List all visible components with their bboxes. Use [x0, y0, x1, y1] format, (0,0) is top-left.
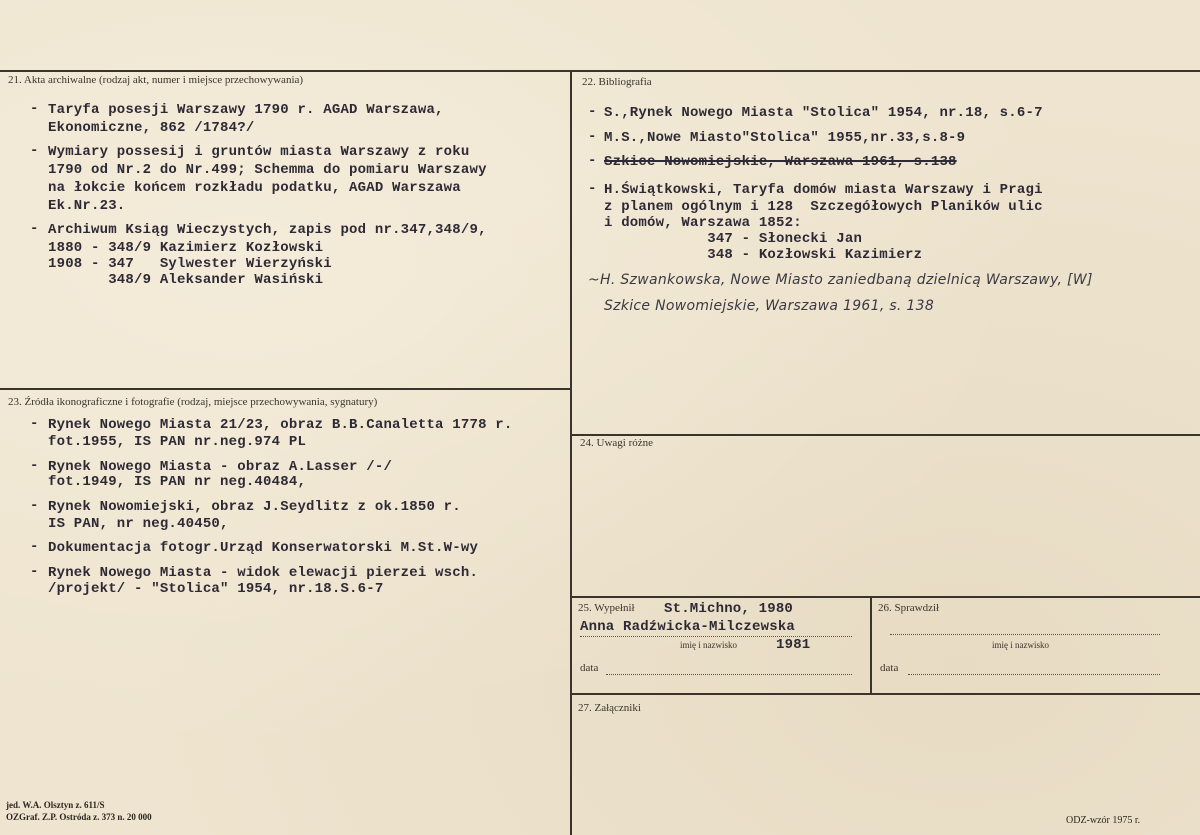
bullet-dash: - — [30, 416, 39, 432]
s23-entry-1-line-1: Rynek Nowego Miasta 21/23, obraz B.B.Canaletta 1778 r. — [48, 417, 513, 433]
s25-year: 1981 — [776, 637, 811, 653]
s25-name-line-1: St.Michno, 1980 — [664, 601, 794, 617]
s26-date-dotted-line — [908, 674, 1160, 675]
s26-name-caption: imię i nazwisko — [992, 640, 1049, 650]
bullet-dash: - — [588, 104, 597, 120]
section-24-25-rule — [571, 596, 1200, 598]
s22-entry-4-line-2: z planem ogólnym i 128 Szczegółowych Planików ulic — [604, 199, 1043, 215]
s25-name-caption: imię i nazwisko — [680, 640, 737, 650]
bullet-dash: - — [30, 539, 39, 555]
s21-entry-2-line-1: Wymiary possesij i gruntów miasta Warszawy z roku — [48, 144, 470, 160]
s25-date-label: data — [580, 662, 599, 674]
s23-entry-1-line-2: fot.1955, IS PAN nr.neg.974 PL — [48, 434, 307, 450]
s21-entry-3-line-4: 348/9 Aleksander Wasiński — [48, 272, 324, 288]
section-27-label: 27. Załączniki — [578, 702, 641, 714]
s22-entry-4-line-5: 348 - Kozłowski Kazimierz — [604, 247, 923, 263]
s23-entry-4: Dokumentacja fotogr.Urząd Konserwatorski M.St.W-wy — [48, 540, 479, 556]
section-22-24-rule — [571, 434, 1200, 436]
section-26-label: 26. Sprawdził — [878, 602, 940, 614]
s22-entry-3-struck: Szkice Nowomiejskie, Warszawa 1961, s.138 — [604, 154, 957, 170]
center-divider — [570, 70, 572, 835]
s23-entry-3-line-1: Rynek Nowomiejski, obraz J.Seydlitz z ok.1850 r. — [48, 499, 461, 515]
s23-entry-3-line-2: IS PAN, nr neg.40450, — [48, 516, 229, 532]
footer-form-code: ODZ-wzór 1975 r. — [1066, 815, 1141, 826]
section-21-23-rule — [0, 388, 571, 390]
s21-entry-2-line-3: na łokcie końcem rozkładu podatku, AGAD Warszawa — [48, 180, 461, 196]
section-22-label: 22. Bibliografia — [582, 76, 652, 88]
s22-entry-4-line-4: 347 - Słonecki Jan — [604, 231, 863, 247]
section-25-26-divider — [870, 596, 872, 694]
s22-entry-4-line-1: H.Świątkowski, Taryfa domów miasta Warszawy i Pragi — [604, 182, 1043, 198]
bullet-dash: - — [30, 221, 39, 237]
section-21-label: 21. Akta archiwalne (rodzaj akt, numer i miejsce przechowywania) — [8, 74, 304, 86]
s23-entry-2-line-2: fot.1949, IS PAN nr neg.40484, — [48, 474, 307, 490]
section-25-27-rule — [571, 693, 1200, 695]
s21-entry-2-line-4: Ek.Nr.23. — [48, 198, 126, 214]
s21-entry-1-line-2: Ekonomiczne, 862 /1784?/ — [48, 120, 255, 136]
s25-name-dotted-line — [580, 636, 852, 637]
section-25-label: 25. Wypełnił — [578, 602, 635, 614]
s22-entry-2: M.S.,Nowe Miasto"Stolica" 1955,nr.33,s.8-9 — [604, 130, 966, 146]
s21-entry-3-line-3: 1908 - 347 Sylwester Wierzyński — [48, 256, 332, 272]
bullet-dash: - — [30, 564, 39, 580]
s22-handwritten-text-1: H. Szwankowska, Nowe Miasto zaniedbaną dzielnicą Warszawy, [W] — [600, 272, 1093, 288]
s22-handwritten-line-2: Szkice Nowomiejskie, Warszawa 1961, s. 138 — [604, 298, 935, 314]
bullet-dash: - — [30, 458, 39, 474]
section-23-label: 23. Źródła ikonograficzne i fotografie (rodzaj, miejsce przechowywania, sygnatury) — [8, 396, 378, 408]
s22-handwritten-line-1: ~H. Szwankowska, Nowe Miasto zaniedbaną dzielnicą Warszawy, [W] — [588, 272, 1093, 288]
s22-entry-1: S.,Rynek Nowego Miasta "Stolica" 1954, nr.18, s.6-7 — [604, 105, 1043, 121]
bullet-dash: - — [30, 101, 39, 117]
s21-entry-1-line-1: Taryfa posesji Warszawy 1790 r. AGAD Warszawa, — [48, 102, 444, 118]
bullet-dash: - — [30, 498, 39, 514]
bullet-dash: - — [588, 153, 597, 169]
s23-entry-5-line-2: /projekt/ - "Stolica" 1954, nr.18.S.6-7 — [48, 581, 384, 597]
s25-name-line-2: Anna Radźwicka-Milczewska — [580, 619, 796, 635]
s21-entry-2-line-2: 1790 od Nr.2 do Nr.499; Schemma do pomiaru Warszawy — [48, 162, 487, 178]
s26-date-label: data — [880, 662, 899, 674]
s25-date-dotted-line — [606, 674, 852, 675]
section-24-label: 24. Uwagi różne — [580, 437, 654, 449]
bullet-dash: - — [30, 143, 39, 159]
footer-print-info-2: OZGraf. Z.P. Ostróda z. 373 n. 20 000 — [6, 812, 152, 822]
bullet-dash: - — [588, 181, 597, 197]
s23-entry-2-line-1: Rynek Nowego Miasta - obraz A.Lasser /-/ — [48, 459, 393, 475]
bullet-dash: - — [588, 129, 597, 145]
s22-entry-4-line-3: i domów, Warszawa 1852: — [604, 215, 802, 231]
s21-entry-3-line-2: 1880 - 348/9 Kazimierz Kozłowski — [48, 240, 324, 256]
footer-print-info-1: jed. W.A. Olsztyn z. 611/S — [6, 800, 105, 810]
s23-entry-5-line-1: Rynek Nowego Miasta - widok elewacji pierzei wsch. — [48, 565, 479, 581]
s26-name-dotted-line — [890, 634, 1160, 635]
s21-entry-3-line-1: Archiwum Ksiąg Wieczystych, zapis pod nr.347,348/9, — [48, 222, 487, 238]
top-rule — [0, 70, 1200, 72]
